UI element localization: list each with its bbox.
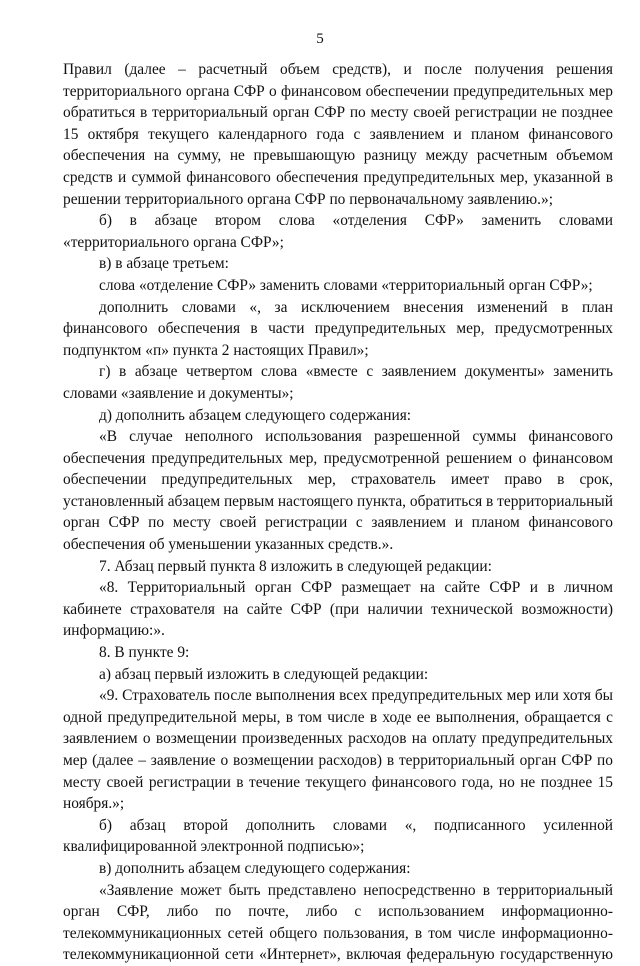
paragraph-item-g: г) в абзаце четвертом слова «вместе с заявлением документы» заменить словами «заявление и документы»;	[63, 363, 613, 402]
paragraph-quote-point-8: «8. Территориальный орган СФР размещает на сайте СФР и в личном кабинете страхователя на сайте СФР (при наличии технической возможности) информацию:».	[63, 579, 613, 640]
paragraph-point-7: 7. Абзац первый пункта 8 изложить в следующей редакции:	[99, 557, 492, 575]
paragraph-point-8: 8. В пункте 9:	[99, 644, 190, 662]
paragraph-item-v-add: в) дополнить абзацем следующего содержания:	[99, 859, 411, 877]
paragraph-item-b-signature: б) абзац второй дополнить словами «, подписанного усиленной квалифицированной электронной подписью»;	[63, 816, 613, 856]
paragraph-quote-partial-use: «В случае неполного использования разрешенной суммы финансового обеспечения предупредительных мер, предусмотренной решением о финансовом обеспечении предупредительных мер, страхователь имеет право в срок, установленный абзацем первым настоящего пункта, обратиться в территориальный орган СФР по месту своей регистрации с заявлением и планом финансового обеспечения об уменьшении указанных средств.».	[63, 428, 613, 554]
paragraph-continuation: Правил (далее – расчетный объем средств), и после получения решения территориального органа СФР о финансовом обеспечении предупредительных мер обратиться в территориальный орган СФР по месту своей регистрации не позднее 15 октября текущего календарного года с заявлением и планом финансового обеспечения на сумму, не превышающую разницу между расчетным объемом средств и суммой финансового обеспечения предупредительных мер, указанной в решении территориального органа СФР по первоначальному заявлению.»;	[63, 61, 613, 208]
paragraph-replace-words: слова «отделение СФР» заменить словами «территориальный орган СФР»;	[99, 276, 593, 294]
paragraph-item-b: б) в абзаце втором слова «отделения СФР» заменить словами «территориального органа СФР»;	[63, 212, 613, 251]
paragraph-quote-point-9: «9. Страхователь после выполнения всех предупредительных мер или хотя бы одной предупредительной меры, в том числе в ходе ее выполнения, обращается с заявлением о возмещении произведенных расходов на оплату предупредительных мер (далее – заявление о возмещении расходов) в территориальный орган СФР по месту своей регистрации в течение текущего финансового года, но не позднее 15 ноября.»;	[63, 687, 613, 813]
paragraph-quote-application: «Заявление может быть представлено непосредственно в территориальный орган СФР, либо по почте, либо с использованием информационно-телекоммуникационных сетей общего пользования, в том числе информационно-телекоммуникационной сети «Интернет», включая федеральную государственную	[63, 881, 613, 964]
paragraph-item-d: д) дополнить абзацем следующего содержания:	[99, 406, 412, 424]
document-body	[63, 59, 613, 966]
paragraph-add-words: дополнить словами «, за исключением внесения изменений в план финансового обеспечения в части предупредительных мер, предусмотренных подпунктом «п» пункта 2 настоящих Правил»;	[63, 298, 613, 359]
paragraph-item-v: в) в абзаце третьем:	[99, 255, 229, 273]
paragraph-item-a: а) абзац первый изложить в следующей редакции:	[99, 665, 429, 683]
page-number: 5	[316, 31, 324, 47]
